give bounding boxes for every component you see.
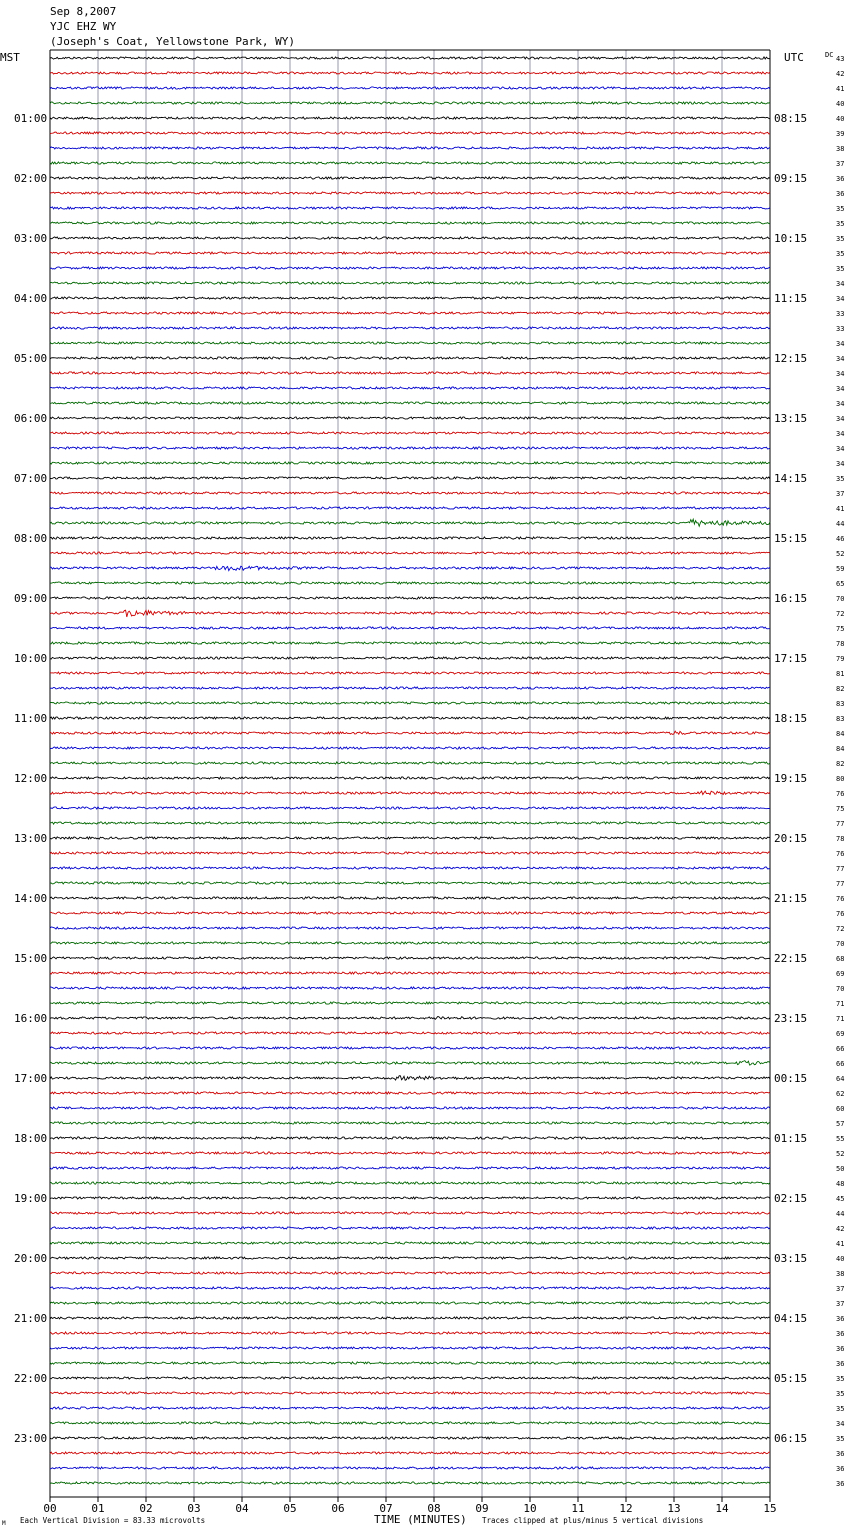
dc-offset-label: 36	[836, 1330, 845, 1338]
trace-line	[50, 852, 770, 854]
right-hour-label: 18:15	[774, 712, 808, 725]
trace-line	[50, 462, 770, 464]
dc-offset-label: 34	[836, 295, 845, 303]
dc-offset-label: 41	[836, 1240, 845, 1248]
dc-offset-label: 35	[836, 1390, 845, 1398]
trace-line	[50, 927, 770, 929]
x-tick-label: 11	[571, 1502, 585, 1515]
dc-offset-labels	[836, 55, 844, 1488]
dc-offset-label: 36	[836, 190, 845, 198]
dc-offset-label: 45	[836, 1195, 845, 1203]
dc-offset-label: 52	[836, 550, 845, 558]
trace-line	[50, 627, 770, 629]
x-tick-label: 03	[187, 1502, 201, 1515]
left-hour-label: 02:00	[14, 172, 48, 185]
right-hour-label: 03:15	[774, 1252, 808, 1265]
dc-offset-label: 35	[836, 265, 845, 273]
x-tick-label: 04	[235, 1502, 249, 1515]
dc-offset-label: 36	[836, 1360, 845, 1368]
trace-line	[50, 642, 770, 644]
trace-line	[50, 87, 770, 89]
dc-offset-label: 43	[836, 55, 845, 63]
dc-offset-label: 84	[836, 745, 845, 753]
dc-offset-label: 40	[836, 115, 845, 123]
right-hour-label: 10:15	[774, 232, 808, 245]
dc-offset-label: 34	[836, 460, 845, 468]
dc-offset-label: 34	[836, 445, 845, 453]
trace-line	[50, 1047, 770, 1049]
trace-line	[50, 731, 770, 734]
trace-line	[50, 447, 770, 449]
dc-offset-label: 76	[836, 850, 845, 858]
trace-line	[50, 519, 770, 526]
trace-line	[50, 207, 770, 209]
clip-note: Traces clipped at plus/minus 5 vertical divisions	[482, 1516, 704, 1525]
right-hour-label: 14:15	[774, 472, 808, 485]
trace-line	[50, 1482, 770, 1484]
trace-line	[50, 507, 770, 509]
left-hour-label: 14:00	[14, 892, 48, 905]
right-hour-label: 04:15	[774, 1312, 808, 1325]
dc-offset-label: 36	[836, 175, 845, 183]
dc-offset-label: 64	[836, 1075, 845, 1083]
dc-offset-label: 76	[836, 790, 845, 798]
dc-offset-label: 44	[836, 1210, 845, 1218]
dc-offset-label: 48	[836, 1180, 845, 1188]
dc-offset-label: 83	[836, 715, 845, 723]
left-hour-label: 11:00	[14, 712, 48, 725]
left-hour-label: 18:00	[14, 1132, 48, 1145]
trace-line	[50, 912, 770, 914]
dc-offset-label: 80	[836, 775, 845, 783]
dc-offset-label: 72	[836, 925, 845, 933]
right-hour-label: 22:15	[774, 952, 808, 965]
trace-line	[50, 552, 770, 554]
right-hour-label: 00:15	[774, 1072, 808, 1085]
trace-line	[50, 1437, 770, 1439]
trace-line	[50, 417, 770, 419]
trace-line	[50, 1272, 770, 1274]
dc-offset-label: 71	[836, 1000, 845, 1008]
dc-offset-label: 35	[836, 1435, 845, 1443]
trace-line	[50, 252, 770, 254]
header-station: YJC EHZ WY	[50, 20, 117, 33]
dc-offset-label: 35	[836, 220, 845, 228]
trace-line	[50, 807, 770, 809]
x-tick-label: 08	[427, 1502, 441, 1515]
right-hour-label: 16:15	[774, 592, 808, 605]
dc-offset-label: 82	[836, 760, 845, 768]
right-hour-label: 12:15	[774, 352, 808, 365]
x-tick-label: 06	[331, 1502, 345, 1515]
left-hour-label: 08:00	[14, 532, 48, 545]
trace-line	[50, 1137, 770, 1139]
trace-line	[50, 1287, 770, 1289]
trace-line	[50, 162, 770, 164]
trace-line	[50, 897, 770, 899]
dc-offset-label: 41	[836, 505, 845, 513]
trace-line	[50, 537, 770, 539]
dc-offset-label: 37	[836, 160, 845, 168]
trace-line	[50, 717, 770, 719]
trace-line	[50, 1467, 770, 1469]
trace-line	[50, 372, 770, 374]
trace-line	[50, 1422, 770, 1424]
trace-line	[50, 822, 770, 824]
left-hour-label: 23:00	[14, 1432, 48, 1445]
dc-offset-label: 77	[836, 820, 845, 828]
trace-line	[50, 1257, 770, 1259]
dc-offset-label: 52	[836, 1150, 845, 1158]
trace-line	[50, 687, 770, 689]
dc-offset-label: 50	[836, 1165, 845, 1173]
trace-line	[50, 1197, 770, 1199]
scale-note: Each Vertical Division = 83.33 microvolts	[20, 1516, 206, 1525]
dc-offset-label: 40	[836, 100, 845, 108]
header-date: Sep 8,2007	[50, 5, 117, 18]
trace-line	[50, 387, 770, 389]
x-tick-label: 10	[523, 1502, 537, 1515]
dc-header-label: DC	[825, 51, 834, 59]
dc-offset-label: 65	[836, 580, 845, 588]
dc-offset-label: 77	[836, 880, 845, 888]
dc-offset-label: 35	[836, 1375, 845, 1383]
trace-line	[50, 1242, 770, 1244]
trace-line	[50, 1392, 770, 1394]
trace-line	[50, 657, 770, 659]
left-hour-label: 01:00	[14, 112, 48, 125]
left-hour-label: 16:00	[14, 1012, 48, 1025]
left-hour-label: 17:00	[14, 1072, 48, 1085]
trace-line	[50, 357, 770, 359]
dc-offset-label: 68	[836, 955, 845, 963]
trace-line	[50, 1061, 770, 1065]
right-hour-label: 01:15	[774, 1132, 808, 1145]
trace-line	[50, 1092, 770, 1094]
trace-line	[50, 1332, 770, 1334]
trace-line	[50, 1302, 770, 1304]
trace-line	[50, 1107, 770, 1109]
dc-offset-label: 70	[836, 985, 845, 993]
right-hour-label: 21:15	[774, 892, 808, 905]
right-hour-label: 17:15	[774, 652, 808, 665]
dc-offset-label: 57	[836, 1120, 845, 1128]
dc-offset-label: 34	[836, 280, 845, 288]
dc-offset-label: 72	[836, 610, 845, 618]
right-hour-label: 13:15	[774, 412, 808, 425]
trace-line	[50, 791, 770, 794]
dc-offset-label: 37	[836, 1300, 845, 1308]
dc-offset-label: 78	[836, 640, 845, 648]
dc-offset-label: 42	[836, 70, 845, 78]
left-hour-label: 10:00	[14, 652, 48, 665]
trace-line	[50, 492, 770, 494]
trace-line	[50, 237, 770, 239]
dc-offset-label: 34	[836, 1420, 845, 1428]
dc-offset-label: 34	[836, 400, 845, 408]
trace-line	[50, 1452, 770, 1454]
trace-line	[50, 1377, 770, 1379]
trace-line	[50, 1347, 770, 1349]
dc-offset-label: 75	[836, 805, 845, 813]
left-hour-label: 21:00	[14, 1312, 48, 1325]
dc-offset-label: 71	[836, 1015, 845, 1023]
dc-offset-label: 76	[836, 910, 845, 918]
left-hour-label: 06:00	[14, 412, 48, 425]
dc-offset-label: 34	[836, 385, 845, 393]
dc-offset-label: 84	[836, 730, 845, 738]
trace-line	[50, 1122, 770, 1124]
dc-offset-label: 34	[836, 340, 845, 348]
right-hour-label: 06:15	[774, 1432, 808, 1445]
dc-offset-label: 70	[836, 940, 845, 948]
dc-offset-label: 76	[836, 895, 845, 903]
dc-offset-label: 36	[836, 1480, 845, 1488]
seismic-traces	[50, 57, 770, 1484]
dc-offset-label: 70	[836, 595, 845, 603]
dc-offset-label: 83	[836, 700, 845, 708]
trace-line	[50, 1076, 770, 1080]
dc-offset-label: 62	[836, 1090, 845, 1098]
x-tick-label: 09	[475, 1502, 489, 1515]
dc-offset-label: 36	[836, 1465, 845, 1473]
left-hour-label: 07:00	[14, 472, 48, 485]
right-time-labels	[774, 112, 807, 1445]
left-time-labels	[14, 112, 47, 1445]
trace-line	[50, 117, 770, 119]
right-hour-label: 08:15	[774, 112, 808, 125]
dc-offset-label: 77	[836, 865, 845, 873]
trace-line	[50, 312, 770, 314]
dc-offset-label: 36	[836, 1315, 845, 1323]
dc-offset-label: 35	[836, 1405, 845, 1413]
corner-mark: M	[2, 1520, 6, 1527]
right-hour-label: 11:15	[774, 292, 808, 305]
dc-offset-label: 35	[836, 205, 845, 213]
dc-offset-label: 33	[836, 310, 845, 318]
trace-line	[50, 1212, 770, 1214]
dc-offset-label: 59	[836, 565, 845, 573]
x-tick-label: 00	[43, 1502, 57, 1515]
left-hour-label: 03:00	[14, 232, 48, 245]
trace-line	[50, 1182, 770, 1184]
dc-offset-label: 75	[836, 625, 845, 633]
trace-line	[50, 882, 770, 884]
dc-offset-label: 66	[836, 1045, 845, 1053]
left-hour-label: 05:00	[14, 352, 48, 365]
trace-line	[50, 987, 770, 989]
trace-line	[50, 282, 770, 284]
trace-line	[50, 147, 770, 149]
x-tick-label: 02	[139, 1502, 153, 1515]
dc-offset-label: 82	[836, 685, 845, 693]
dc-offset-label: 66	[836, 1060, 845, 1068]
dc-offset-label: 40	[836, 1255, 845, 1263]
trace-line	[50, 837, 770, 839]
trace-line	[50, 432, 770, 434]
dc-offset-label: 37	[836, 490, 845, 498]
trace-line	[50, 1407, 770, 1409]
trace-line	[50, 957, 770, 959]
right-hour-label: 02:15	[774, 1192, 808, 1205]
dc-offset-label: 78	[836, 835, 845, 843]
trace-line	[50, 402, 770, 404]
trace-line	[50, 267, 770, 269]
right-hour-label: 23:15	[774, 1012, 808, 1025]
trace-line	[50, 177, 770, 179]
trace-line	[50, 702, 770, 704]
trace-line	[50, 867, 770, 869]
dc-offset-label: 42	[836, 1225, 845, 1233]
right-hour-label: 20:15	[774, 832, 808, 845]
trace-line	[50, 747, 770, 749]
trace-line	[50, 222, 770, 224]
dc-offset-label: 37	[836, 1285, 845, 1293]
trace-line	[50, 342, 770, 344]
x-tick-label: 13	[667, 1502, 681, 1515]
trace-line	[50, 57, 770, 59]
trace-line	[50, 102, 770, 104]
right-hour-label: 05:15	[774, 1372, 808, 1385]
trace-line	[50, 1317, 770, 1319]
dc-offset-label: 81	[836, 670, 845, 678]
trace-line	[50, 566, 770, 570]
left-hour-label: 09:00	[14, 592, 48, 605]
trace-line	[50, 762, 770, 764]
dc-offset-label: 46	[836, 535, 845, 543]
trace-line	[50, 672, 770, 674]
x-tick-label: 15	[763, 1502, 777, 1515]
dc-offset-label: 69	[836, 1030, 845, 1038]
x-tick-label: 07	[379, 1502, 393, 1515]
trace-line	[50, 1002, 770, 1004]
right-hour-label: 19:15	[774, 772, 808, 785]
trace-line	[50, 132, 770, 134]
dc-offset-label: 44	[836, 520, 845, 528]
trace-line	[50, 597, 770, 599]
dc-offset-label: 34	[836, 415, 845, 423]
trace-line	[50, 972, 770, 974]
dc-offset-label: 79	[836, 655, 845, 663]
x-axis-title: TIME (MINUTES)	[374, 1513, 467, 1526]
dc-offset-label: 35	[836, 235, 845, 243]
dc-offset-label: 34	[836, 430, 845, 438]
dc-offset-label: 69	[836, 970, 845, 978]
x-tick-label: 12	[619, 1502, 633, 1515]
x-tick-label: 14	[715, 1502, 729, 1515]
left-hour-label: 20:00	[14, 1252, 48, 1265]
left-hour-label: 15:00	[14, 952, 48, 965]
right-hour-label: 15:15	[774, 532, 808, 545]
left-hour-label: 12:00	[14, 772, 48, 785]
left-hour-label: 19:00	[14, 1192, 48, 1205]
dc-offset-label: 34	[836, 355, 845, 363]
trace-line	[50, 1017, 770, 1020]
trace-line	[50, 1152, 770, 1154]
left-hour-label: 22:00	[14, 1372, 48, 1385]
dc-offset-label: 39	[836, 130, 845, 138]
header-location: (Joseph's Coat, Yellowstone Park, WY)	[50, 35, 296, 48]
dc-offset-label: 34	[836, 370, 845, 378]
dc-offset-label: 55	[836, 1135, 845, 1143]
trace-line	[50, 582, 770, 584]
trace-line	[50, 942, 770, 944]
trace-line	[50, 1032, 770, 1034]
trace-line	[50, 777, 770, 779]
x-tick-label: 01	[91, 1502, 105, 1515]
dc-offset-label: 36	[836, 1345, 845, 1353]
trace-line	[50, 1227, 770, 1229]
dc-offset-label: 60	[836, 1105, 845, 1113]
trace-line	[50, 1167, 770, 1169]
dc-offset-label: 38	[836, 145, 845, 153]
left-hour-label: 04:00	[14, 292, 48, 305]
left-hour-label: 13:00	[14, 832, 48, 845]
right-timezone-label: UTC	[784, 51, 804, 64]
trace-line	[50, 327, 770, 329]
dc-offset-label: 41	[836, 85, 845, 93]
trace-line	[50, 610, 770, 617]
dc-offset-label: 35	[836, 250, 845, 258]
trace-line	[50, 477, 770, 479]
dc-offset-label: 36	[836, 1450, 845, 1458]
trace-line	[50, 1362, 770, 1364]
trace-line	[50, 297, 770, 299]
dc-offset-label: 35	[836, 475, 845, 483]
trace-line	[50, 192, 770, 194]
x-tick-label: 05	[283, 1502, 297, 1515]
right-hour-label: 09:15	[774, 172, 808, 185]
dc-offset-label: 38	[836, 1270, 845, 1278]
dc-offset-label: 33	[836, 325, 845, 333]
left-timezone-label: MST	[0, 51, 20, 64]
trace-line	[50, 72, 770, 74]
